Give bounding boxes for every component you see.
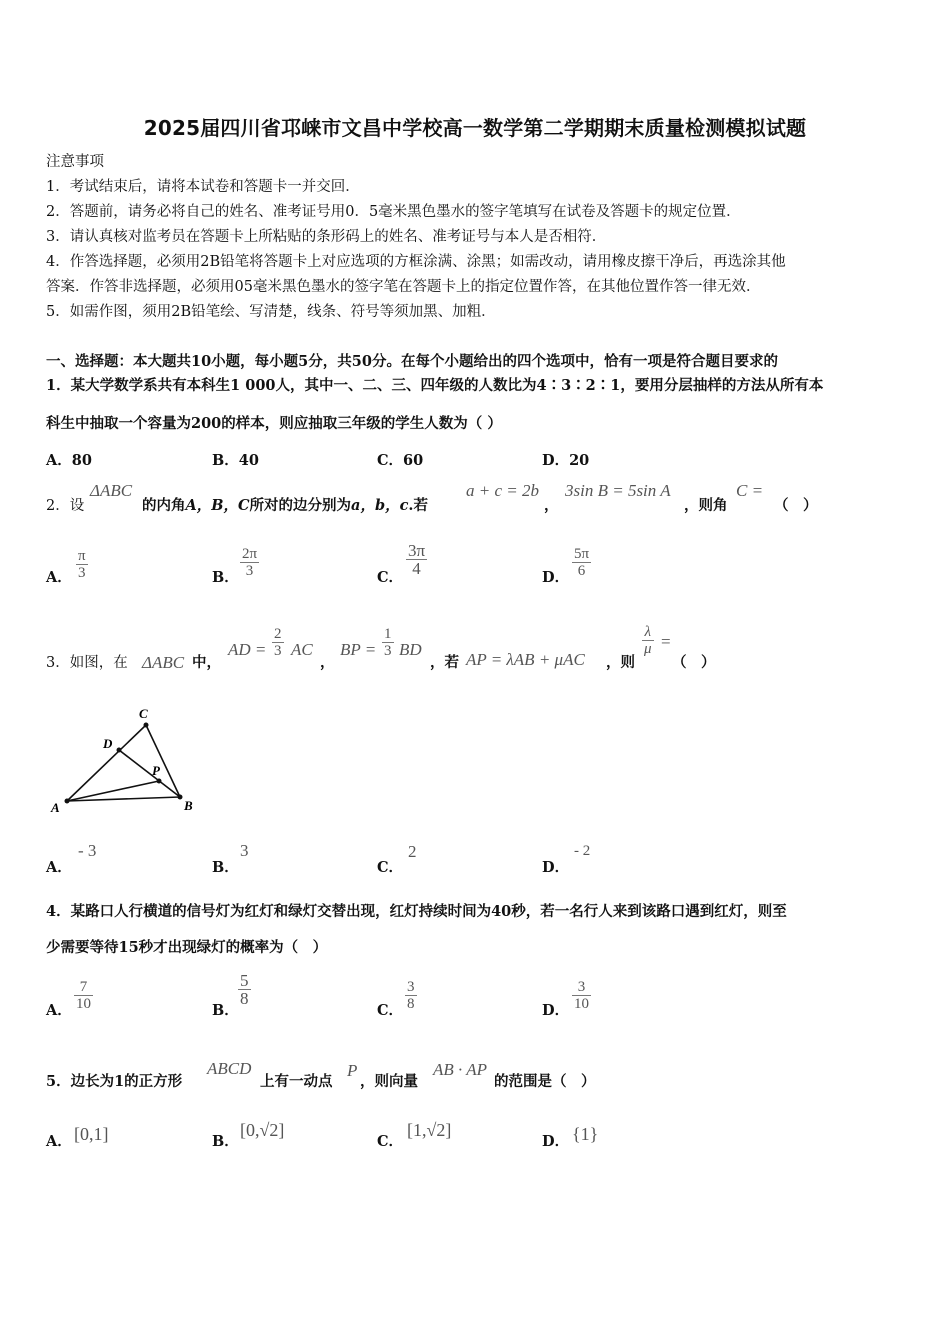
point-a: [65, 799, 70, 804]
q2-paren: （ ）: [774, 497, 818, 514]
q3-lambda-over-mu: $\frac{\lambda}{\mu}$: [644, 624, 652, 657]
q4-option-b-value: $\frac{5}{8}$: [240, 971, 249, 1008]
q3-ad-fraction: $\frac{2}{3}$: [274, 626, 282, 659]
question-1-line-2: 科生中抽取一个容量为200的样本，则应抽取三年级的学生人数为（ ）: [46, 415, 502, 432]
point-b: [178, 795, 183, 800]
question-2-prefix: 2．设: [46, 498, 85, 514]
q3-text-1: 中，: [192, 654, 221, 671]
q5-text-2: ，则向量: [360, 1073, 418, 1090]
q2-condition-2: 3sin B = 5sin A: [565, 481, 671, 500]
q2-option-a-label: A．: [46, 569, 72, 586]
notice-item: 1．考试结束后，请将本试卷和答题卡一并交回．: [46, 179, 360, 195]
question-4-line-1: 4．某路口人行横道的信号灯为红灯和绿灯交替出现，红灯持续时间为40秒，若一名行人来到该路口遇到红灯，则至: [46, 903, 787, 920]
q3-text-2: ，若: [430, 654, 459, 671]
q5-point: P: [347, 1061, 358, 1080]
section-heading: 一、选择题：本大题共10小题，每小题5分，共50分。在每个小题给出的四个选项中，恰有一项是符合题目要求的: [46, 353, 778, 370]
notice-heading: 注意事项: [46, 154, 104, 170]
q5-option-d-label: D．: [542, 1133, 570, 1150]
q4-option-c-label: C．: [377, 1002, 404, 1019]
label-p: P: [152, 763, 160, 778]
q4-option-a-value: $\frac{7}{10}$: [76, 979, 91, 1012]
q4-option-a-label: A．: [46, 1002, 72, 1019]
q3-bp-fraction: $\frac{1}{3}$: [384, 626, 392, 659]
label-a: A: [51, 800, 60, 815]
q3-option-a-label: A．: [46, 859, 72, 876]
q3-ad: AD =: [228, 640, 267, 659]
q3-option-d-value: - 2: [574, 843, 591, 859]
q2-option-d-value: $\frac{5\pi}{6}$: [574, 546, 590, 579]
notice-item: 答案．作答非选择题，必须用05毫米黑色墨水的签字笔在答题卡上的指定位置作答，在其他位置作答一律无效．: [46, 279, 761, 295]
q3-triangle: ΔABC: [142, 653, 185, 672]
point-p: [157, 779, 162, 784]
question-5-prefix: 5．边长为1的正方形: [46, 1073, 183, 1090]
label-b: B: [184, 798, 193, 813]
q3-bp: BP =: [340, 640, 377, 659]
notice-item: 5．如需作图，须用2B铅笔绘、写清楚，线条、符号等须加黑、加粗．: [46, 304, 496, 320]
q5-option-a-label: A．: [46, 1133, 72, 1150]
q5-option-c-value: [1,√2]: [407, 1120, 452, 1140]
question-1-line-1: 1．某大学数学系共有本科生1 000人，其中一、二、三、四年级的人数比为4∶3∶2∶1，要用分层抽样的方法从所有本: [46, 377, 824, 394]
q3-text-3: ，则: [606, 654, 635, 671]
q5-option-d-value: {1}: [572, 1124, 599, 1144]
q2-option-d-label: D．: [542, 569, 570, 586]
page-title: 2025届四川省邛崃市文昌中学校高一数学第二学期期末质量检测模拟试题: [143, 116, 807, 140]
q3-ad-tail: AC: [291, 640, 313, 659]
q3-option-a-value: - 3: [78, 841, 97, 860]
q3-option-b-label: B．: [212, 859, 239, 876]
q3-comma: ，: [320, 654, 335, 671]
q1-option-a: A．80: [46, 452, 92, 469]
triangle-figure: [46, 700, 206, 820]
q5-option-b-label: B．: [212, 1133, 239, 1150]
point-d: [117, 748, 122, 753]
q3-option-b-value: 3: [240, 841, 249, 860]
q3-bp-tail: BD: [399, 640, 422, 659]
q3-option-c-label: C．: [377, 859, 404, 876]
q5-option-a-value: [0,1]: [74, 1124, 109, 1144]
question-2-text: 的内角A，B，C所对的边分别为a，b，c.若: [142, 497, 428, 514]
question-4-line-2: 少需要等待15秒才出现绿灯的概率为（ ）: [46, 939, 328, 956]
q5-square: ABCD: [207, 1059, 252, 1078]
notice-item: 4．作答选择题，必须用2B铅笔将答题卡上对应选项的方框涂满、涂黑；如需改动，请用橡皮擦干净后，再选涂其他: [46, 254, 786, 270]
q3-option-d-label: D．: [542, 859, 570, 876]
notice-item: 3．请认真核对监考员在答题卡上所粘贴的条形码上的姓名、准考证号与本人是否相符．: [46, 229, 607, 245]
q3-paren: （ ）: [672, 654, 716, 671]
q1-option-d: D．20: [542, 452, 590, 469]
q3-option-c-value: 2: [408, 842, 417, 861]
q2-condition-1: a + c = 2b: [466, 481, 539, 500]
q2-option-c-value: $\frac{3\pi}{4}$: [408, 541, 426, 578]
q5-option-b-value: [0,√2]: [240, 1120, 285, 1140]
notice-item: 2．答题前，请务必将自己的姓名、准考证号用0．5毫米黑色墨水的签字笔填写在试卷及答题卡的规定位置．: [46, 204, 741, 220]
q2-option-c-label: C．: [377, 569, 404, 586]
q3-equals: =: [661, 632, 671, 651]
q2-option-b-label: B．: [212, 569, 239, 586]
q2-option-a-value: $\frac{\pi}{3}$: [78, 548, 86, 581]
q2-ask: C =: [736, 481, 764, 500]
q2-option-b-value: $\frac{2\pi}{3}$: [242, 546, 258, 579]
side-cb: [146, 725, 180, 797]
q4-option-d-label: D．: [542, 1002, 570, 1019]
q3-ap: AP = λAB + μAC: [466, 650, 585, 669]
segment-bd: [119, 750, 180, 797]
q4-option-d-value: $\frac{3}{10}$: [574, 979, 589, 1012]
q5-option-c-label: C．: [377, 1133, 404, 1150]
q2-comma: ，: [544, 497, 559, 514]
q4-option-b-label: B．: [212, 1002, 239, 1019]
q2-text-2: ，则角: [684, 497, 728, 514]
q2-triangle: ΔABC: [90, 481, 133, 500]
question-3-prefix: 3．如图，在: [46, 655, 128, 671]
label-d: D: [103, 736, 113, 751]
point-c: [144, 723, 149, 728]
label-c: C: [139, 706, 148, 721]
q5-text-3: 的范围是（ ）: [494, 1073, 596, 1090]
q1-option-c: C．60: [377, 452, 424, 469]
q4-option-c-value: $\frac{3}{8}$: [407, 979, 415, 1012]
q5-text-1: 上有一动点: [260, 1073, 333, 1090]
q5-vector: AB · AP: [433, 1060, 487, 1079]
q1-option-b: B．40: [212, 452, 259, 469]
